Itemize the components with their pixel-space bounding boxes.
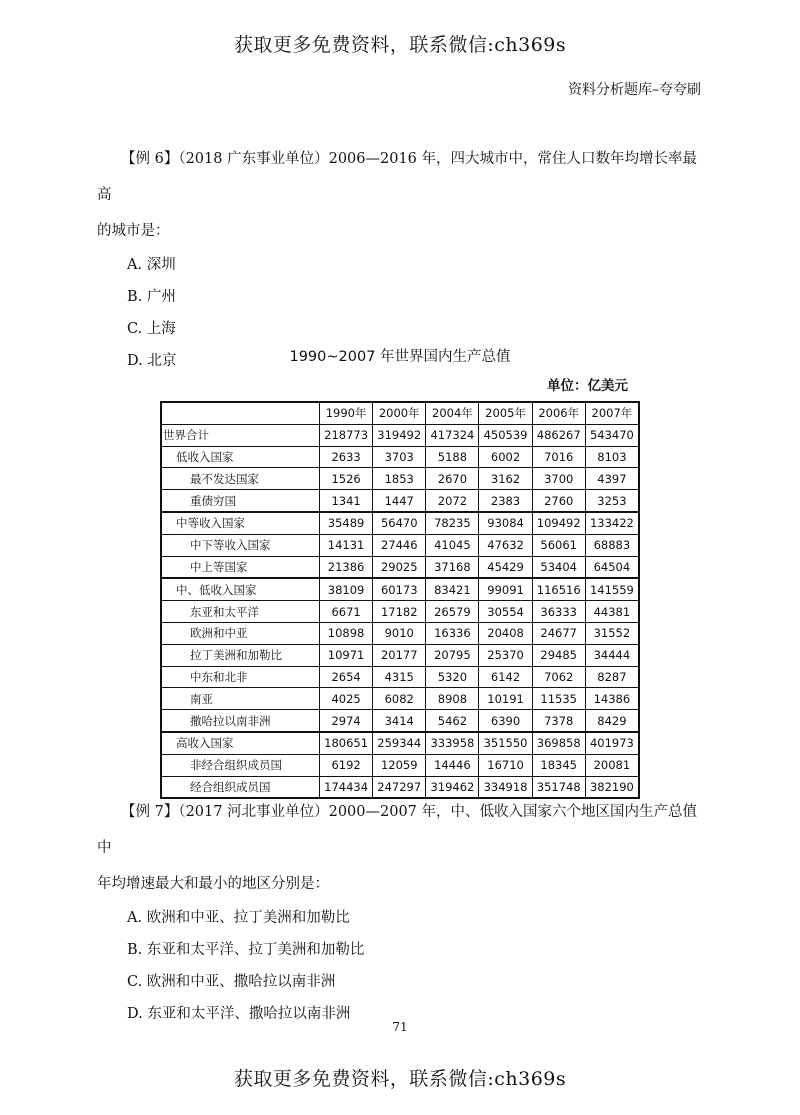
column-header: 2006年 bbox=[532, 402, 585, 424]
table-cell: 27446 bbox=[373, 534, 426, 556]
table-cell: 351748 bbox=[532, 776, 585, 798]
table-cell: 29485 bbox=[532, 644, 585, 666]
table-cell: 10971 bbox=[320, 644, 373, 666]
table-cell: 5462 bbox=[426, 710, 479, 732]
table-row bbox=[161, 622, 639, 644]
table-cell: 36333 bbox=[532, 601, 585, 623]
table-cell: 3703 bbox=[373, 446, 426, 468]
table-cell: 543470 bbox=[585, 424, 639, 446]
table-cell: 369858 bbox=[532, 732, 585, 754]
table-cell: 16336 bbox=[426, 622, 479, 644]
row-label: 欧洲和中亚 bbox=[161, 622, 320, 644]
table-cell: 44381 bbox=[585, 601, 639, 623]
question-7 bbox=[97, 794, 707, 1030]
table-cell: 64504 bbox=[585, 556, 639, 578]
question-6-option-b: B. 广州 bbox=[127, 289, 176, 305]
table-cell: 382190 bbox=[585, 776, 639, 798]
column-header: 1990年 bbox=[320, 402, 373, 424]
table-row bbox=[161, 710, 639, 732]
table-row bbox=[161, 490, 639, 512]
row-label: 经合组织成员国 bbox=[161, 776, 320, 798]
table-row bbox=[161, 534, 639, 556]
table-body bbox=[161, 424, 639, 798]
table-cell: 1526 bbox=[320, 468, 373, 490]
table-cell: 7016 bbox=[532, 446, 585, 468]
question-7-option-a: A. 欧洲和中亚、拉丁美洲和加勒比 bbox=[127, 910, 350, 926]
column-header: 2005年 bbox=[479, 402, 532, 424]
row-label: 东亚和太平洋 bbox=[161, 601, 320, 623]
question-6-stem-line2: 的城市是： bbox=[97, 223, 170, 239]
table-cell: 17182 bbox=[373, 601, 426, 623]
table-cell: 78235 bbox=[426, 512, 479, 534]
table-cell: 141559 bbox=[585, 578, 639, 600]
table-cell: 60173 bbox=[373, 578, 426, 600]
table-cell: 8429 bbox=[585, 710, 639, 732]
table-cell: 2760 bbox=[532, 490, 585, 512]
table-cell: 2072 bbox=[426, 490, 479, 512]
question-6-option-d: D. 北京 bbox=[127, 353, 177, 369]
question-6-option-c: C. 上海 bbox=[127, 321, 176, 337]
table-cell: 116516 bbox=[532, 578, 585, 600]
table-cell: 8103 bbox=[585, 446, 639, 468]
row-label: 非经合组织成员国 bbox=[161, 754, 320, 776]
row-label: 中下等收入国家 bbox=[161, 534, 320, 556]
row-label: 撒哈拉以南非洲 bbox=[161, 710, 320, 732]
table-cell: 133422 bbox=[585, 512, 639, 534]
table-cell: 53404 bbox=[532, 556, 585, 578]
table-cell: 18345 bbox=[532, 754, 585, 776]
table-cell: 2654 bbox=[320, 666, 373, 688]
table-cell: 4025 bbox=[320, 688, 373, 710]
table-cell: 8908 bbox=[426, 688, 479, 710]
table-cell: 29025 bbox=[373, 556, 426, 578]
table-row bbox=[161, 468, 639, 490]
table-cell: 45429 bbox=[479, 556, 532, 578]
table-cell: 20081 bbox=[585, 754, 639, 776]
question-7-stem-line2: 年均增速最大和最小的地区分别是： bbox=[97, 876, 329, 892]
table-cell: 1853 bbox=[373, 468, 426, 490]
table-cell: 4315 bbox=[373, 666, 426, 688]
question-6-option-a: A. 深圳 bbox=[127, 257, 176, 273]
table-row bbox=[161, 666, 639, 688]
table-cell: 6002 bbox=[479, 446, 532, 468]
table-cell: 6390 bbox=[479, 710, 532, 732]
table-cell: 218773 bbox=[320, 424, 373, 446]
table-cell: 351550 bbox=[479, 732, 532, 754]
table-cell: 9010 bbox=[373, 622, 426, 644]
row-label: 中、低收入国家 bbox=[161, 578, 320, 600]
table-cell: 7062 bbox=[532, 666, 585, 688]
table-cell: 16710 bbox=[479, 754, 532, 776]
table-cell: 3253 bbox=[585, 490, 639, 512]
table-row bbox=[161, 688, 639, 710]
question-7-option-c: C. 欧洲和中亚、撒哈拉以南非洲 bbox=[127, 974, 336, 990]
gdp-table bbox=[160, 401, 640, 799]
table-cell: 14131 bbox=[320, 534, 373, 556]
table-cell: 319492 bbox=[373, 424, 426, 446]
question-6-stem-line1: 【例 6】（2018 广东事业单位）2006—2016 年，四大城市中，常住人口数年均增长率最高 bbox=[97, 151, 698, 203]
table-title: 1990~2007 年世界国内生产总值 bbox=[289, 349, 511, 365]
table-cell: 6082 bbox=[373, 688, 426, 710]
table-cell: 35489 bbox=[320, 512, 373, 534]
table-cell: 2383 bbox=[479, 490, 532, 512]
table-cell: 7378 bbox=[532, 710, 585, 732]
table-cell: 56061 bbox=[532, 534, 585, 556]
table-row bbox=[161, 512, 639, 534]
table-cell: 8287 bbox=[585, 666, 639, 688]
footer-promo-text: 获取更多免费资料，联系微信:ch369s bbox=[233, 1068, 567, 1090]
table-cell: 3162 bbox=[479, 468, 532, 490]
table-cell: 319462 bbox=[426, 776, 479, 798]
table-cell: 2670 bbox=[426, 468, 479, 490]
table-cell: 93084 bbox=[479, 512, 532, 534]
table-cell: 401973 bbox=[585, 732, 639, 754]
table-cell: 3700 bbox=[532, 468, 585, 490]
table-row bbox=[161, 601, 639, 623]
table-cell: 41045 bbox=[426, 534, 479, 556]
column-header: 2007年 bbox=[585, 402, 639, 424]
table-cell: 3414 bbox=[373, 710, 426, 732]
table-cell: 25370 bbox=[479, 644, 532, 666]
table-row bbox=[161, 424, 639, 446]
row-label: 重债穷国 bbox=[161, 490, 320, 512]
table-cell: 47632 bbox=[479, 534, 532, 556]
table-cell: 99091 bbox=[479, 578, 532, 600]
table-row bbox=[161, 556, 639, 578]
question-7-stem-line1: 【例 7】（2017 河北事业单位）2000—2007 年，中、低收入国家六个地区国内生产总值中 bbox=[97, 804, 698, 856]
table-cell: 6142 bbox=[479, 666, 532, 688]
table-cell: 247297 bbox=[373, 776, 426, 798]
table-cell: 56470 bbox=[373, 512, 426, 534]
table-cell: 68883 bbox=[585, 534, 639, 556]
table-cell: 5188 bbox=[426, 446, 479, 468]
row-label: 中上等国家 bbox=[161, 556, 320, 578]
table-header-row bbox=[161, 402, 639, 424]
question-7-option-b: B. 东亚和太平洋、拉丁美洲和加勒比 bbox=[127, 942, 365, 958]
table-cell: 333958 bbox=[426, 732, 479, 754]
table-corner-cell bbox=[161, 402, 320, 424]
table-row bbox=[161, 754, 639, 776]
table-cell: 26579 bbox=[426, 601, 479, 623]
row-label: 南亚 bbox=[161, 688, 320, 710]
table-row bbox=[161, 732, 639, 754]
table-cell: 6192 bbox=[320, 754, 373, 776]
table-row bbox=[161, 446, 639, 468]
table-cell: 486267 bbox=[532, 424, 585, 446]
table-cell: 2974 bbox=[320, 710, 373, 732]
row-label: 高收入国家 bbox=[161, 732, 320, 754]
table-cell: 1341 bbox=[320, 490, 373, 512]
table-cell: 34444 bbox=[585, 644, 639, 666]
table-cell: 31552 bbox=[585, 622, 639, 644]
table-cell: 10191 bbox=[479, 688, 532, 710]
table-cell: 30554 bbox=[479, 601, 532, 623]
table-row bbox=[161, 644, 639, 666]
row-label: 拉丁美洲和加勒比 bbox=[161, 644, 320, 666]
table-cell: 180651 bbox=[320, 732, 373, 754]
column-header: 2004年 bbox=[426, 402, 479, 424]
table-cell: 38109 bbox=[320, 578, 373, 600]
question-7-option-d: D. 东亚和太平洋、撒哈拉以南非洲 bbox=[127, 1006, 351, 1022]
table-unit: 单位：亿美元 bbox=[547, 378, 628, 394]
table-cell: 83421 bbox=[426, 578, 479, 600]
table-cell: 5320 bbox=[426, 666, 479, 688]
question-6 bbox=[97, 141, 707, 377]
table-cell: 14386 bbox=[585, 688, 639, 710]
header-promo-text: 获取更多免费资料，联系微信:ch369s bbox=[233, 34, 567, 56]
table-cell: 24677 bbox=[532, 622, 585, 644]
table-cell: 20177 bbox=[373, 644, 426, 666]
table-cell: 4397 bbox=[585, 468, 639, 490]
table-cell: 174434 bbox=[320, 776, 373, 798]
row-label: 最不发达国家 bbox=[161, 468, 320, 490]
table-row bbox=[161, 578, 639, 600]
section-label: 资料分析题库–夸夸刷 bbox=[568, 82, 701, 98]
table-cell: 37168 bbox=[426, 556, 479, 578]
table-cell: 12059 bbox=[373, 754, 426, 776]
row-label: 世界合计 bbox=[161, 424, 320, 446]
table-cell: 259344 bbox=[373, 732, 426, 754]
column-header: 2000年 bbox=[373, 402, 426, 424]
row-label: 中东和北非 bbox=[161, 666, 320, 688]
table-cell: 6671 bbox=[320, 601, 373, 623]
table-cell: 20408 bbox=[479, 622, 532, 644]
table-cell: 334918 bbox=[479, 776, 532, 798]
table-cell: 11535 bbox=[532, 688, 585, 710]
page-number: 71 bbox=[392, 1020, 408, 1034]
table-cell: 21386 bbox=[320, 556, 373, 578]
table-cell: 10898 bbox=[320, 622, 373, 644]
table-cell: 20795 bbox=[426, 644, 479, 666]
row-label: 低收入国家 bbox=[161, 446, 320, 468]
table-cell: 2633 bbox=[320, 446, 373, 468]
table-cell: 450539 bbox=[479, 424, 532, 446]
table-cell: 14446 bbox=[426, 754, 479, 776]
row-label: 中等收入国家 bbox=[161, 512, 320, 534]
table-cell: 109492 bbox=[532, 512, 585, 534]
table-cell: 417324 bbox=[426, 424, 479, 446]
table-cell: 1447 bbox=[373, 490, 426, 512]
